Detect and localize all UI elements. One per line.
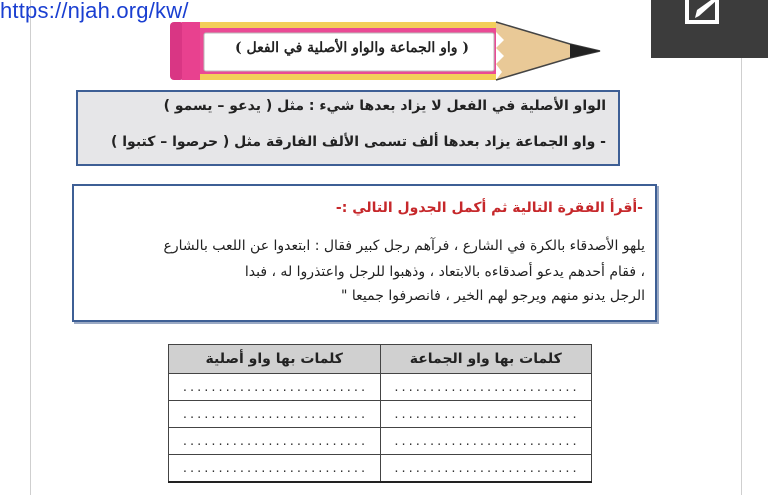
words-table [168, 344, 592, 483]
answer-cell[interactable]: .......................... [169, 374, 381, 401]
table-row [169, 455, 592, 483]
exercise-text-line: الرجل يدنو منهم ويرجو لهم الخير ، فانصرفوا جميعا " [341, 288, 645, 304]
rule-original-waw: الواو الأصلية في الفعل لا يزاد بعدها شيء : مثل ( يدعو – يسمو ) [163, 98, 606, 114]
pencil-edit-icon [681, 0, 731, 30]
lesson-title: ( واو الجماعة والواو الأصلية في الفعل ) [234, 40, 470, 56]
table-header-row [169, 345, 592, 374]
header-original-waw: كلمات بها واو أصلية [169, 345, 381, 374]
answer-cell[interactable]: .......................... [169, 455, 381, 483]
table-row [169, 401, 592, 428]
exercise-text-line: يلهو الأصدقاء بالكرة في الشارع ، فرآهم رجل كبير فقال : ابتعدوا عن اللعب بالشارع [163, 238, 645, 254]
answer-cell[interactable]: .......................... [380, 428, 592, 455]
answer-cell[interactable]: .......................... [169, 401, 381, 428]
exercise-box [72, 184, 657, 322]
answer-cell[interactable]: .......................... [380, 401, 592, 428]
rule-box [76, 90, 620, 166]
answer-cell[interactable]: .......................... [380, 455, 592, 483]
header-plural-waw: كلمات بها واو الجماعة [380, 345, 592, 374]
exercise-text-line: ، فقام أحدهم يدعو أصدقاءه بالابتعاد ، وذهبوا للرجل واعتذروا له ، فبدا [244, 264, 645, 280]
edit-button[interactable] [651, 0, 768, 58]
exercise-instruction: -أقرأ الفقرة التالية ثم أكمل الجدول التالي :- [335, 200, 643, 216]
table-row [169, 428, 592, 455]
answer-cell[interactable]: .......................... [380, 374, 592, 401]
source-url[interactable]: https://njah.org/kw/ [0, 0, 189, 23]
table-row [169, 374, 592, 401]
answer-cell[interactable]: .......................... [169, 428, 381, 455]
rule-plural-waw: - واو الجماعة يزاد بعدها ألف تسمى الألف الفارقة مثل ( حرصوا – كتبوا ) [110, 134, 606, 150]
